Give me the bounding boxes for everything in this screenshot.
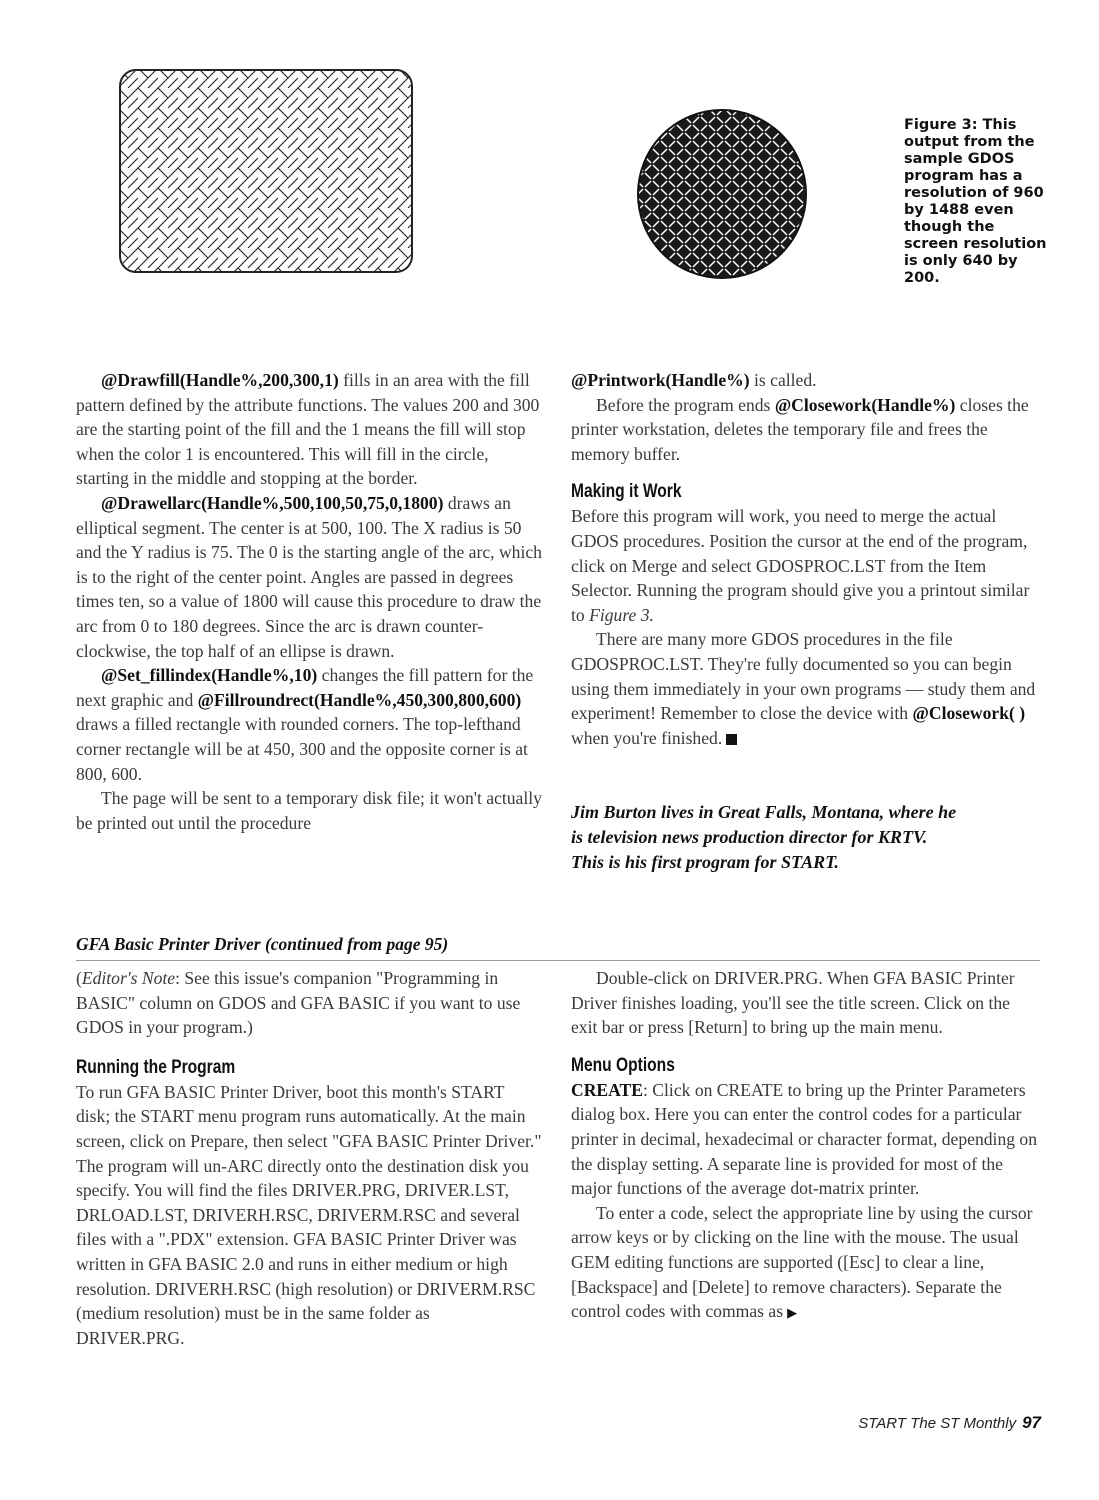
paragraph-merge: Before this program will work, you need to merge the actual GDOS procedures. Position the cursor at the end of the program, click on Merge and select GDOSPROC.LST from the Item Selector. Running the program should give you a printout similar to Figure 3. bbox=[571, 506, 1030, 625]
heading-menu-options: Menu Options bbox=[571, 1054, 675, 1076]
continued-arrow-icon: ▶ bbox=[787, 1305, 798, 1321]
bottom-right-column bbox=[571, 966, 1039, 1326]
continued-article-title: GFA Basic Printer Driver (continued from page 95) bbox=[76, 934, 449, 954]
figure-rounded-rectangle bbox=[118, 68, 414, 274]
paragraph-running: To run GFA BASIC Printer Driver, boot this month's START disk; the START menu program runs automatically. At the main screen, click on Prepare, then select "GFA BASIC Printer Driver." The program will un-ARC directly onto the destination disk you specify. You will find the files DRIVER.PRG, DRIVER.LST, DRLOAD.LST, DRIVERH.RSC, DRIVERM.RSC and several files with a ".PDX" extension. GFA BASIC Printer Driver was written in GFA BASIC 2.0 and runs in either medium or high resolution. DRIVERH.RSC (high resolution) or DRIVERM.RSC (medium resolution) must be in the same folder as DRIVER.PRG. bbox=[76, 1081, 542, 1348]
paragraph-double-click: Double-click on DRIVER.PRG. When GFA BASIC Printer Driver finishes loading, you'll see the title screen. Click on the exit bar or press [Return] to bring up the main menu. bbox=[571, 968, 1015, 1038]
heading-running-the-program: Running the Program bbox=[76, 1056, 236, 1078]
paragraph-more-procedures: There are many more GDOS procedures in the file GDOSPROC.LST. They're fully documented so you can begin using them immediately in your own programs — study them and experiment! Remember to close the device with @Closework( ) when you're finished. bbox=[571, 629, 1036, 748]
paragraph-drawfill: @Drawfill(Handle%,200,300,1) fills in an area with the fill pattern defined by the attribute functions. The values 200 and 300 are the starting point of the fill and the 1 means the fill will stop when the color 1 is encountered. This will fill in the circle, starting in the middle and stopping at the border. bbox=[76, 370, 540, 489]
end-mark-square-icon bbox=[726, 734, 737, 745]
paragraph-set-fillindex: @Set_fillindex(Handle%,10) changes the fill pattern for the next graphic and @Fillroundrect(Handle%,450,300,800,600) draws a filled rectangle with rounded corners. The top-lefthand corner rectangle will be at 450, 300 and the opposite corner is at 800, 600. bbox=[76, 665, 534, 784]
author-bio: Jim Burton lives in Great Falls, Montana, where he is television news production director for KRTV. This is his first program for START. bbox=[571, 802, 957, 872]
paragraph-temporary-file: The page will be sent to a temporary disk file; it won't actually be printed out until the procedure bbox=[76, 788, 542, 833]
heading-making-it-work: Making it Work bbox=[571, 481, 682, 503]
figure-filled-circle bbox=[636, 108, 808, 280]
right-column bbox=[571, 368, 1039, 750]
paragraph-enter-code: To enter a code, select the appropriate line by using the cursor arrow keys or by clicking on the line with the mouse. The usual GEM editing functions are supported ([Esc] to clear a line, [Backspace] and [Delete] to remove characters). Separate the control codes with commas as ▶ bbox=[571, 1202, 1033, 1322]
bottom-left-column bbox=[76, 966, 542, 1350]
editors-note: (Editor's Note: See this issue's companion "Programming in BASIC" column on GDOS and GFA BASIC if you want to use GDOS in your program.) bbox=[76, 968, 521, 1038]
paragraph-drawellarc: @Drawellarc(Handle%,500,100,50,75,0,1800) draws an elliptical segment. The center is at 500, 100. The X radius is 50 and the Y radius is 75. The 0 is the starting angle of the arc, which is to the right of the center point. Angles are passed in degrees times ten, so a value of 1800 will cause this procedure to draw the arc from 0 to 180 degrees. Since the arc is drawn counter-clockwise, the top half of an ellipse is drawn. bbox=[76, 492, 542, 661]
continued-divider bbox=[76, 960, 1040, 961]
paragraph-closework: Before the program ends @Closework(Handle%) closes the printer workstation, deletes the temporary file and frees the memory buffer. bbox=[571, 394, 1029, 464]
figure-caption: Figure 3: This output from the sample GDOS program has a resolution of 960 by 1488 even though the screen resolution is only 640 by 200. bbox=[904, 117, 1047, 286]
paragraph-create: CREATE: Click on CREATE to bring up the Printer Parameters dialog box. Here you can enter the control codes for a particular printer in decimal, hexadecimal or character format, depending on the display setting. A separate line is provided for most of the major functions of the average dot-matrix printer. bbox=[571, 1079, 1038, 1199]
page-footer bbox=[858, 1413, 1041, 1433]
paragraph-printwork: @Printwork(Handle%) is called. bbox=[571, 370, 817, 390]
magazine-name: START The ST Monthly bbox=[858, 1415, 1017, 1432]
page-number: 97 bbox=[1022, 1413, 1041, 1432]
left-column bbox=[76, 368, 542, 835]
